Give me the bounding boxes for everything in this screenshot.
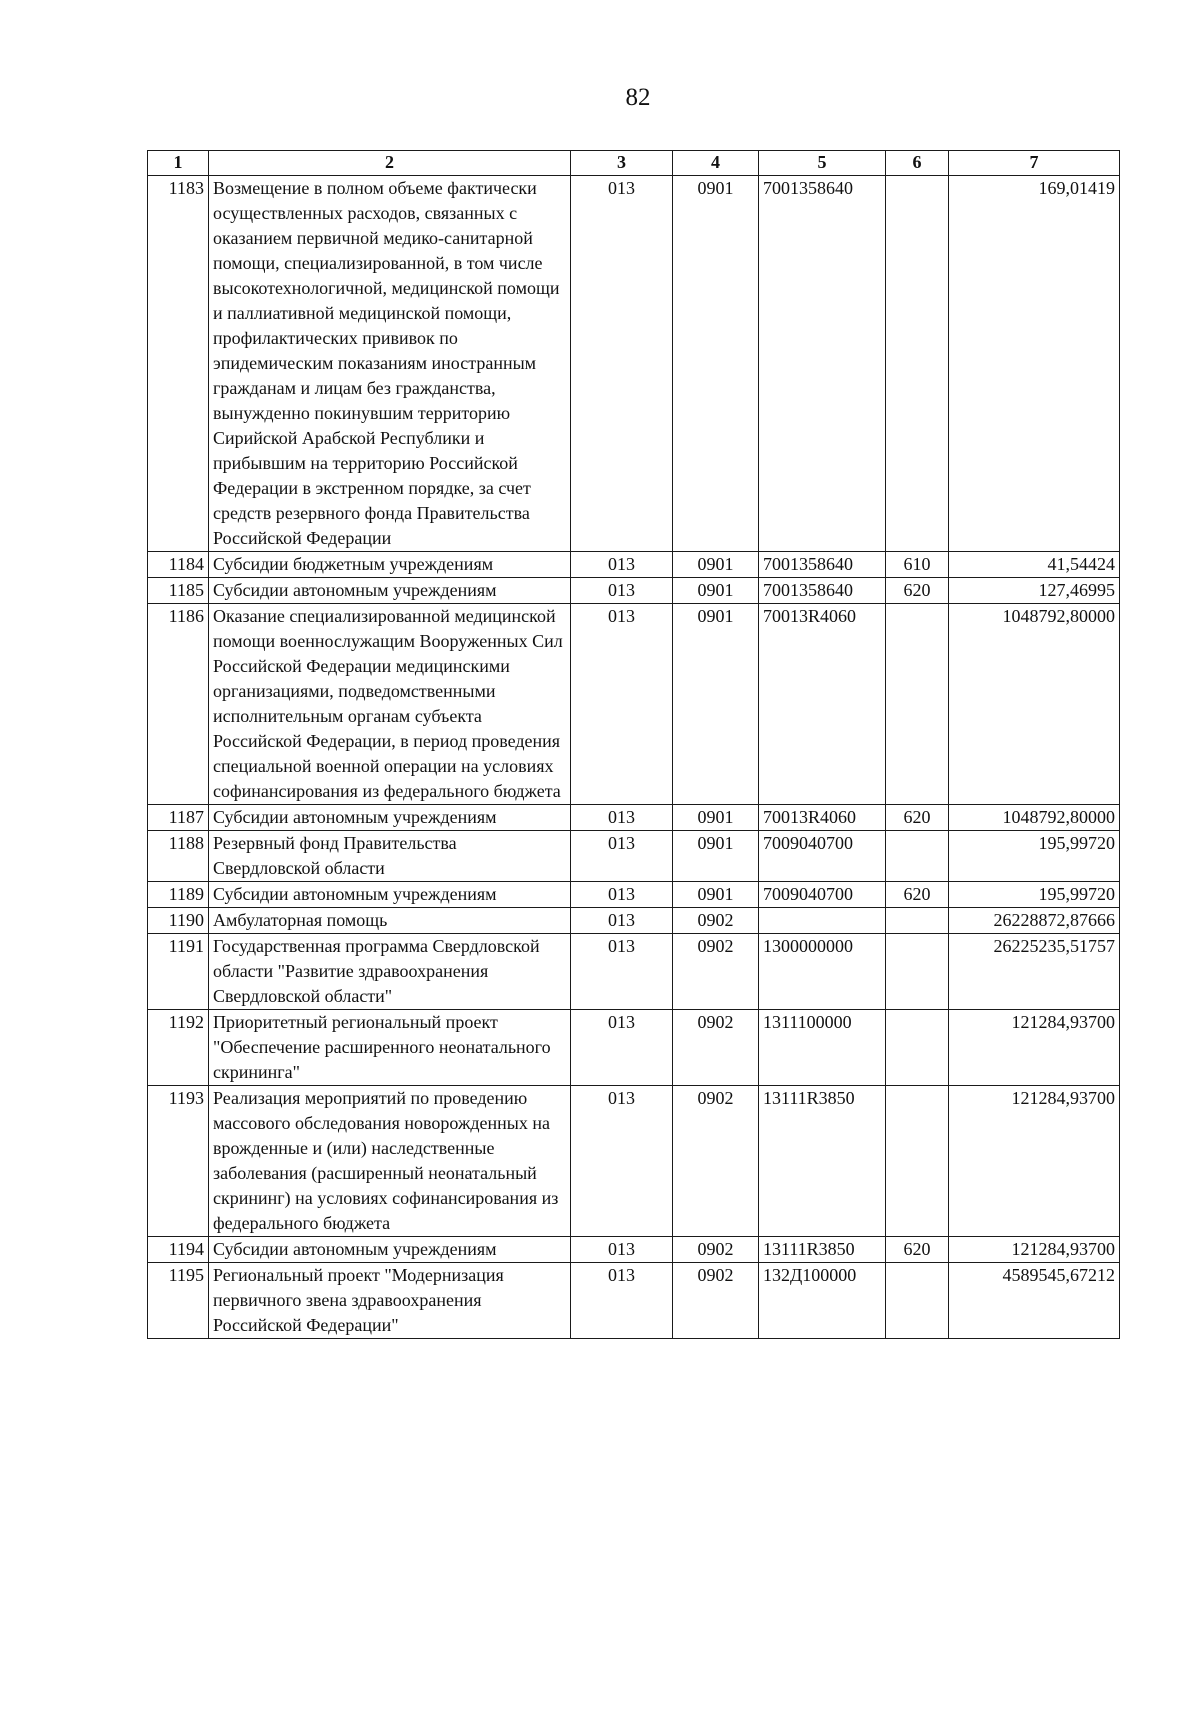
table-row	[148, 831, 1120, 882]
amount-cell: 121284,93700	[949, 1086, 1120, 1237]
row-number-cell: 1195	[148, 1263, 209, 1339]
expense-type-cell	[886, 831, 949, 882]
target-article-cell: 132Д100000	[759, 1263, 886, 1339]
item-name-cell: Приоритетный региональный проект "Обеспечение расширенного неонатального скрининга"	[209, 1010, 571, 1086]
amount-cell: 195,99720	[949, 882, 1120, 908]
target-article-cell: 7001358640	[759, 552, 886, 578]
item-name-cell: Амбулаторная помощь	[209, 908, 571, 934]
section-code-cell: 0902	[673, 908, 759, 934]
section-code-cell: 0901	[673, 176, 759, 552]
expense-type-cell: 620	[886, 578, 949, 604]
amount-cell: 121284,93700	[949, 1237, 1120, 1263]
table-row	[148, 1010, 1120, 1086]
code-3-cell: 013	[571, 908, 673, 934]
row-number-cell: 1186	[148, 604, 209, 805]
row-number-cell: 1192	[148, 1010, 209, 1086]
target-article-cell	[759, 908, 886, 934]
row-number-cell: 1194	[148, 1237, 209, 1263]
item-name-cell: Субсидии автономным учреждениям	[209, 578, 571, 604]
amount-cell: 169,01419	[949, 176, 1120, 552]
expense-type-cell	[886, 934, 949, 1010]
item-name-cell: Возмещение в полном объеме фактически осуществленных расходов, связанных с оказанием первичной медико-санитарной помощи, специализированной, в том числе высокотехнологичной, медицинской помощи и паллиативной медицинской помощи, профилактических прививок по эпидемическим показаниям иностранным гражданам и лицам без гражданства, вынужденно покинувшим территорию Сирийской Арабской Республики и прибывшим на территорию Российской Федерации в экстренном порядке, за счет средств резервного фонда Правительства Российской Федерации	[209, 176, 571, 552]
table-row	[148, 552, 1120, 578]
table-header-row	[148, 151, 1120, 176]
page-number: 82	[625, 84, 651, 111]
table-row	[148, 805, 1120, 831]
code-3-cell: 013	[571, 604, 673, 805]
expense-type-cell	[886, 1086, 949, 1237]
section-code-cell: 0902	[673, 1086, 759, 1237]
header-cell-2: 2	[209, 151, 571, 176]
row-number-cell: 1189	[148, 882, 209, 908]
code-3-cell: 013	[571, 578, 673, 604]
expense-type-cell	[886, 1010, 949, 1086]
section-code-cell: 0901	[673, 882, 759, 908]
expense-type-cell: 620	[886, 1237, 949, 1263]
section-code-cell: 0901	[673, 805, 759, 831]
target-article-cell: 1311100000	[759, 1010, 886, 1086]
code-3-cell: 013	[571, 934, 673, 1010]
table-row	[148, 176, 1120, 552]
row-number-cell: 1183	[148, 176, 209, 552]
table-row	[148, 1263, 1120, 1339]
header-cell-1: 1	[148, 151, 209, 176]
code-3-cell: 013	[571, 805, 673, 831]
item-name-cell: Субсидии автономным учреждениям	[209, 1237, 571, 1263]
target-article-cell: 13111R3850	[759, 1237, 886, 1263]
amount-cell: 4589545,67212	[949, 1263, 1120, 1339]
amount-cell: 26228872,87666	[949, 908, 1120, 934]
table-body	[148, 176, 1120, 1339]
budget-table	[147, 150, 1120, 1339]
target-article-cell: 13111R3850	[759, 1086, 886, 1237]
table-row	[148, 908, 1120, 934]
code-3-cell: 013	[571, 176, 673, 552]
target-article-cell: 7009040700	[759, 831, 886, 882]
row-number-cell: 1193	[148, 1086, 209, 1237]
header-cell-7: 7	[949, 151, 1120, 176]
item-name-cell: Региональный проект "Модернизация первичного звена здравоохранения Российской Федерации"	[209, 1263, 571, 1339]
amount-cell: 127,46995	[949, 578, 1120, 604]
section-code-cell: 0902	[673, 1237, 759, 1263]
code-3-cell: 013	[571, 1237, 673, 1263]
section-code-cell: 0901	[673, 578, 759, 604]
target-article-cell: 7001358640	[759, 176, 886, 552]
expense-type-cell: 610	[886, 552, 949, 578]
expense-type-cell	[886, 604, 949, 805]
item-name-cell: Резервный фонд Правительства Свердловской области	[209, 831, 571, 882]
code-3-cell: 013	[571, 552, 673, 578]
expense-type-cell	[886, 1263, 949, 1339]
expense-type-cell: 620	[886, 882, 949, 908]
item-name-cell: Субсидии бюджетным учреждениям	[209, 552, 571, 578]
table-row	[148, 934, 1120, 1010]
header-cell-4: 4	[673, 151, 759, 176]
row-number-cell: 1191	[148, 934, 209, 1010]
item-name-cell: Оказание специализированной медицинской помощи военнослужащим Вооруженных Сил Российской Федерации медицинскими организациями, подведомственными исполнительным органам субъекта Российской Федерации, в период проведения специальной военной операции на условиях софинансирования из федерального бюджета	[209, 604, 571, 805]
section-code-cell: 0901	[673, 552, 759, 578]
target-article-cell: 7001358640	[759, 578, 886, 604]
amount-cell: 195,99720	[949, 831, 1120, 882]
target-article-cell: 1300000000	[759, 934, 886, 1010]
section-code-cell: 0901	[673, 604, 759, 805]
amount-cell: 121284,93700	[949, 1010, 1120, 1086]
amount-cell: 26225235,51757	[949, 934, 1120, 1010]
table-row	[148, 578, 1120, 604]
expense-type-cell	[886, 176, 949, 552]
row-number-cell: 1187	[148, 805, 209, 831]
item-name-cell: Субсидии автономным учреждениям	[209, 882, 571, 908]
table-row	[148, 882, 1120, 908]
code-3-cell: 013	[571, 831, 673, 882]
section-code-cell: 0902	[673, 1263, 759, 1339]
code-3-cell: 013	[571, 1263, 673, 1339]
amount-cell: 41,54424	[949, 552, 1120, 578]
target-article-cell: 7009040700	[759, 882, 886, 908]
expense-type-cell	[886, 908, 949, 934]
table-row	[148, 1237, 1120, 1263]
section-code-cell: 0902	[673, 934, 759, 1010]
row-number-cell: 1184	[148, 552, 209, 578]
section-code-cell: 0901	[673, 831, 759, 882]
header-cell-5: 5	[759, 151, 886, 176]
code-3-cell: 013	[571, 1086, 673, 1237]
item-name-cell: Реализация мероприятий по проведению массового обследования новорожденных на врожденные и (или) наследственные заболевания (расширенный неонатальный скрининг) на условиях софинансирования из федерального бюджета	[209, 1086, 571, 1237]
row-number-cell: 1188	[148, 831, 209, 882]
item-name-cell: Государственная программа Свердловской области "Развитие здравоохранения Свердловской области"	[209, 934, 571, 1010]
target-article-cell: 70013R4060	[759, 604, 886, 805]
table-row	[148, 1086, 1120, 1237]
item-name-cell: Субсидии автономным учреждениям	[209, 805, 571, 831]
row-number-cell: 1185	[148, 578, 209, 604]
code-3-cell: 013	[571, 882, 673, 908]
header-cell-6: 6	[886, 151, 949, 176]
code-3-cell: 013	[571, 1010, 673, 1086]
row-number-cell: 1190	[148, 908, 209, 934]
expense-type-cell: 620	[886, 805, 949, 831]
amount-cell: 1048792,80000	[949, 805, 1120, 831]
section-code-cell: 0902	[673, 1010, 759, 1086]
amount-cell: 1048792,80000	[949, 604, 1120, 805]
header-cell-3: 3	[571, 151, 673, 176]
table-row	[148, 604, 1120, 805]
target-article-cell: 70013R4060	[759, 805, 886, 831]
